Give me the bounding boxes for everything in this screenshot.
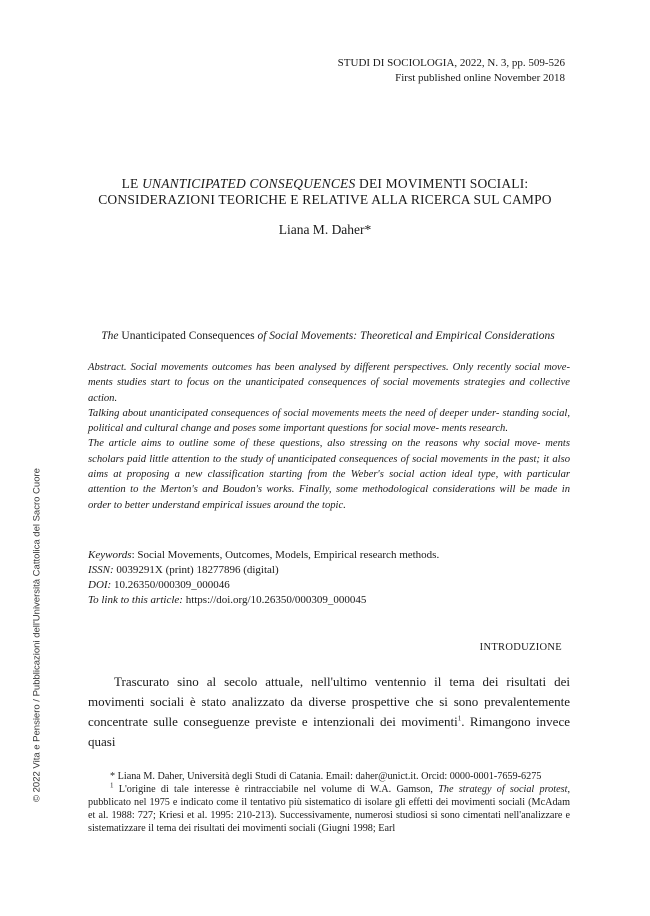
issn: ISSN: 0039291X (print) 18277896 (digital) xyxy=(88,564,279,576)
title-line-2: CONSIDERAZIONI TEORICHE E RELATIVE ALLA RICERCA SUL CAMPO xyxy=(98,192,552,207)
footnote-1: $^1$ L'origine di tale interesse è rintracciabile nel volume di W.A. Gamson, The strategy of social protest, pubblicato nel 1975 e indicato come il tentativo più sistematico di isolare gli effetti dei movimenti sociali (McAdam et al. 1988: 727; Kriesi et al. 1995: 210-213). Successivamente, numerosi studiosi si sono cimentati nell'analizzare e sistematizzare il tema dei risultati dei movimenti sociali (Giugni 1998; Earl xyxy=(88,781,570,834)
body-paragraph: Trascurato sino al secolo attuale, nell'ultimo ventennio il tema dei risultati dei movimenti sociali è stato analizzato da diverse prospettive che si sono prevalentemente concentrate sulle conseguenze previste e intenzionali dei movimenti$^1$. Rimangono invece quasi xyxy=(88,674,570,749)
abstract-paragraph: The article aims to outline some of these questions, also stressing on the reasons why social move- ments scholars paid little attention to the study of unanticipated consequences of social movements in the past; it also aims at proposing a new classification starting from the Weber's social action ideal type, with particular attention to the Merton's and Boudon's works. Finally, some methodological considerations will be made in order to better understand empirical issues around the topic. xyxy=(88,438,570,511)
abstract-paragraph: Talking about unanticipated consequences of social movements meets the need of deeper under- standing social, political and cultural change and poses some important questions for social move- ments research. xyxy=(88,407,570,435)
article-title xyxy=(60,176,590,208)
section-heading: INTRODUZIONE xyxy=(479,642,562,653)
article-metadata xyxy=(88,548,570,608)
doi: DOI: 10.26350/000309_000046 xyxy=(88,579,230,591)
article-link[interactable]: To link to this article: https://doi.org/10.26350/000309_000045 xyxy=(88,594,367,606)
title-line-1: LE UNANTICIPATED CONSEQUENCES DEI MOVIMENTI SOCIALI: xyxy=(121,176,529,191)
english-title: The Unanticipated Consequences of Social Movements: Theoretical and Empirical Considerations xyxy=(101,330,555,342)
abstract-paragraph: Abstract. Social movements outcomes has been analysed by different perspectives. Only recently social move- ments studies start to focus on the unanticipated consequences of social movements strategies and collective action. xyxy=(88,362,570,404)
keywords: Keywords: Social Movements, Outcomes, Models, Empirical research methods. xyxy=(88,549,440,561)
publication-date: First published online November 2018 xyxy=(395,72,565,84)
journal-issue: STUDI DI SOCIOLOGIA, 2022, N. 3, pp. 509-526 xyxy=(337,57,565,69)
footnote-ref[interactable]: 1 xyxy=(457,714,462,723)
author-name: Liana M. Daher* xyxy=(278,222,372,237)
copyright-sidebar: © 2022 Vita e Pensiero / Pubblicazioni dell'Università Cattolica del Sacro Cuore xyxy=(31,468,43,802)
journal-citation xyxy=(338,56,565,86)
footnote-author: * Liana M. Daher, Università degli Studi di Catania. Email: daher@unict.it. Orcid: 0000-0001-7659-6275 xyxy=(110,771,542,782)
abstract xyxy=(88,360,570,513)
footnotes xyxy=(88,770,570,835)
